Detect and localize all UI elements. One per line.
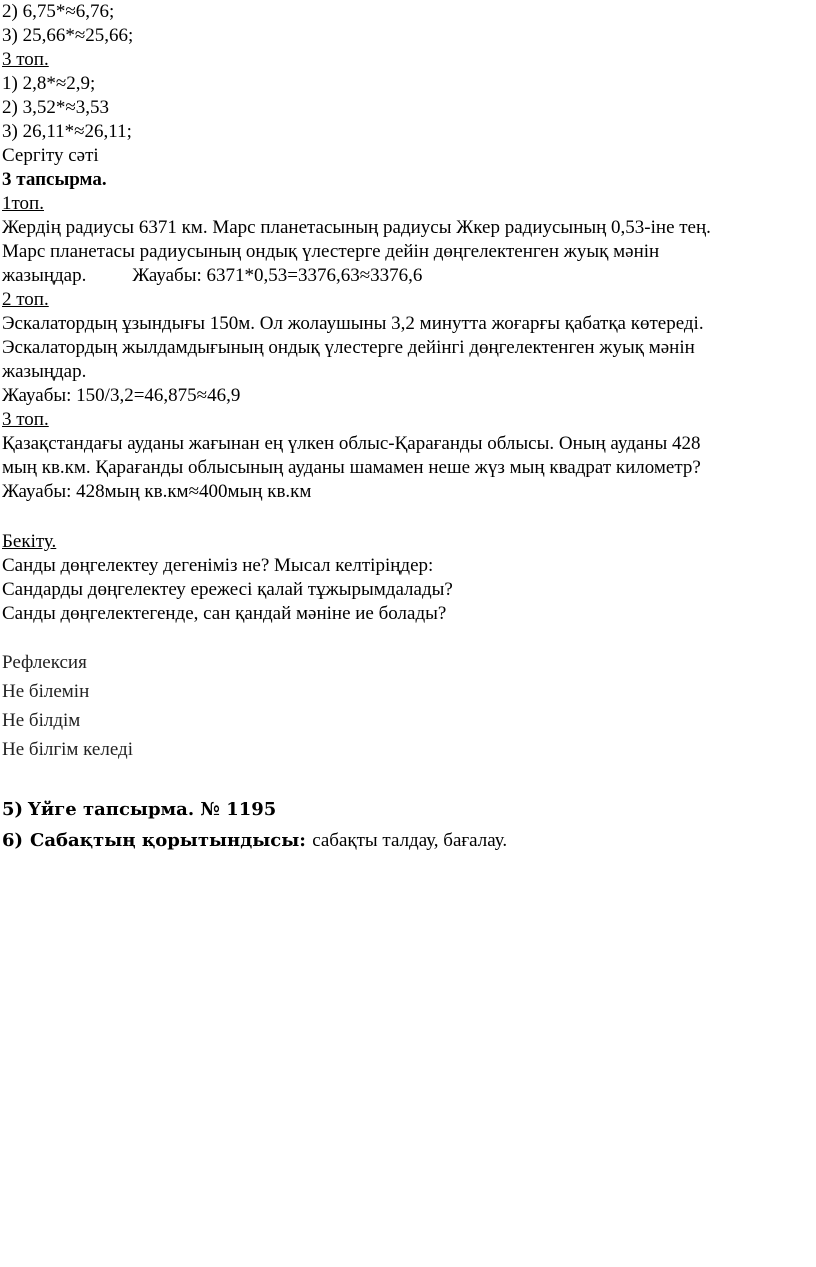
homework-number: 5) bbox=[2, 799, 24, 820]
task3-group2-label: 2 топ. bbox=[2, 289, 49, 310]
reflection-item-3: Не білгім келеді bbox=[2, 739, 133, 760]
reinforce-question-3: Санды дөңгелектегенде, сан қандай мәніне ие болады? bbox=[2, 603, 447, 624]
task3-group3-answer: Жауабы: 428мың кв.км≈400мың кв.км bbox=[2, 481, 312, 502]
task3-heading: 3 тапсырма. bbox=[2, 169, 107, 190]
task3-group2-text-1: Эскалатордың ұзындығы 150м. Ол жолаушыны 3,2 минутта жоғарғы қабатқа көтереді. bbox=[2, 313, 704, 334]
task3-group1-label: 1топ. bbox=[2, 193, 44, 214]
group2-answer-3: 3) 25,66*≈25,66; bbox=[2, 25, 134, 46]
group3-label: 3 топ. bbox=[2, 49, 49, 70]
task3-group3-text-1: Қазақстандағы ауданы жағынан ең үлкен облыс-Қарағанды облысы. Оның ауданы 428 bbox=[2, 433, 701, 454]
reinforce-question-2: Сандарды дөңгелектеу ережесі қалай тұжырымдалады? bbox=[2, 579, 453, 600]
task3-group1-text-1: Жердің радиусы 6371 км. Марс планетасының радиусы Жкер радиусының 0,53-іне тең. bbox=[2, 217, 711, 238]
lesson-content bbox=[2, 0, 802, 856]
conclusion-label: Сабақтың қорытындысы: bbox=[30, 830, 306, 851]
reflection-item-2: Не білдім bbox=[2, 710, 81, 731]
group3-answer-2: 2) 3,52*≈3,53 bbox=[2, 97, 110, 118]
conclusion-text: сабақты талдау, бағалау. bbox=[312, 830, 508, 851]
conclusion-line bbox=[2, 825, 802, 856]
task3-group2-text-3: жазыңдар. bbox=[2, 361, 87, 382]
group3-answer-1: 1) 2,8*≈2,9; bbox=[2, 73, 96, 94]
break-line: Сергіту сәті bbox=[2, 145, 99, 166]
group2-answer-2: 2) 6,75*≈6,76; bbox=[2, 1, 115, 22]
homework-line bbox=[2, 794, 802, 825]
task3-group1-answer: Жауабы: 6371*0,53=3376,63≈3376,6 bbox=[132, 265, 423, 286]
task3-group3-text-2: мың кв.км. Қарағанды облысының ауданы шамамен неше жүз мың квадрат километр? bbox=[2, 457, 701, 478]
task3-group2-answer: Жауабы: 150/3,2=46,875≈46,9 bbox=[2, 385, 241, 406]
reflection-item-1: Не білемін bbox=[2, 681, 90, 702]
homework-text: Үйге тапсырма. № 1195 bbox=[28, 799, 277, 820]
reinforce-question-1: Санды дөңгелектеу дегеніміз не? Мысал келтіріңдер: bbox=[2, 555, 434, 576]
reflection-title: Рефлексия bbox=[2, 652, 87, 673]
closing-section bbox=[2, 794, 802, 856]
blank-line bbox=[2, 504, 802, 530]
group3-answer-3: 3) 26,11*≈26,11; bbox=[2, 121, 132, 142]
task3-group2-text-2: Эскалатордың жылдамдығының ондық үлестерге дейінгі дөңгелектенген жуық мәнін bbox=[2, 337, 695, 358]
conclusion-number: 6) bbox=[2, 830, 24, 851]
reinforce-title: Бекіту. bbox=[2, 531, 57, 552]
task3-group1-text-3: жазыңдар. Жауабы: 6371*0,53=3376,63≈3376,6 bbox=[2, 265, 423, 286]
task3-group1-text-2: Марс планетасы радиусының ондық үлестерге дейін дөңгелектенген жуық мәнін bbox=[2, 241, 660, 262]
task3-group3-label: 3 топ. bbox=[2, 409, 49, 430]
